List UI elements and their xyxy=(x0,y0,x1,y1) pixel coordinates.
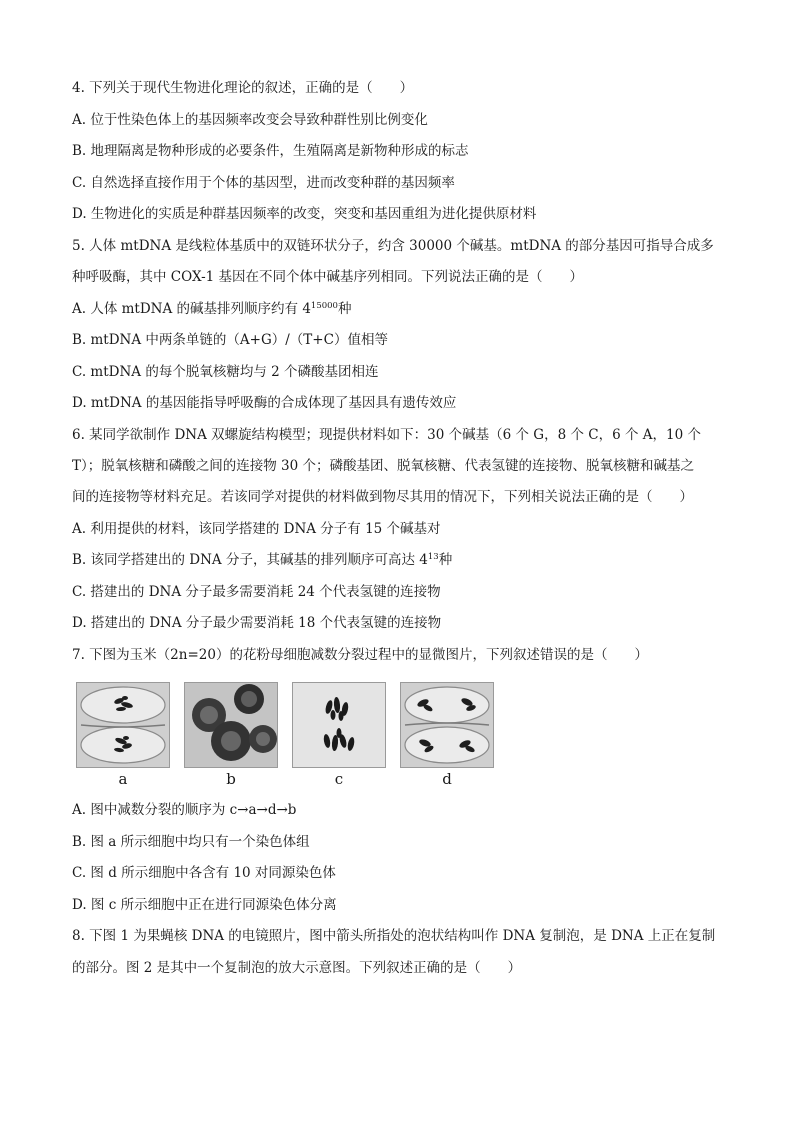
micrograph-d xyxy=(400,682,494,768)
q6-stem-line3: 间的连接物等材料充足。若该同学对提供的材料做到物尽其用的情况下，下列相关说法正确的是（ ） xyxy=(72,489,693,505)
micrograph-b xyxy=(184,682,278,768)
q6-option-b-unit: 种 xyxy=(438,552,453,568)
figure-label-b: b xyxy=(226,770,236,788)
q6-option-a: A. 利用提供的材料，该同学搭建的 DNA 分子有 15 个碱基对 xyxy=(72,521,441,537)
q5-option-a-unit: 种 xyxy=(337,301,352,317)
q5-stem-line1: 5. 人体 mtDNA 是线粒体基质中的双链环状分子，约含 30000 个碱基。mtDNA 的部分基因可指导合成多 xyxy=(72,238,714,254)
q6-stem-line1: 6. 某同学欲制作 DNA 双螺旋结构模型；现提供材料如下：30 个碱基（6 个 G，8 个 C，6 个 A，10 个 xyxy=(72,427,701,443)
meiosis-figure xyxy=(76,682,496,792)
q6-option-b-exponent: 13 xyxy=(427,552,439,562)
q8-stem-line1: 8. 下图 1 为果蝇核 DNA 的电镜照片，图中箭头所指处的泡状结构叫作 DNA 复制泡，是 DNA 上正在复制 xyxy=(72,928,716,944)
figure-label-c: c xyxy=(334,770,344,788)
micrograph-c xyxy=(292,682,386,768)
q5-option-a-text: A. 人体 mtDNA 的碱基排列顺序约有 4 xyxy=(72,301,311,317)
q7-option-d: D. 图 c 所示细胞中正在进行同源染色体分离 xyxy=(72,897,337,913)
q7-stem: 7. 下图为玉米（2n=20）的花粉母细胞减数分裂过程中的显微图片，下列叙述错误的是（ ） xyxy=(72,647,648,663)
q6-option-b-text: B. 该同学搭建出的 DNA 分子，其碱基的排列顺序可高达 4 xyxy=(72,552,428,568)
q5-option-c: C. mtDNA 的每个脱氧核糖均与 2 个磷酸基团相连 xyxy=(72,364,379,380)
q6-option-d: D. 搭建出的 DNA 分子最少需要消耗 18 个代表氢键的连接物 xyxy=(72,615,442,631)
q7-option-b: B. 图 a 所示细胞中均只有一个染色体组 xyxy=(72,834,310,850)
q5-option-b: B. mtDNA 中两条单链的（A+G）/（T+C）值相等 xyxy=(72,332,388,348)
q8-stem-line2: 的部分。图 2 是其中一个复制泡的放大示意图。下列叙述正确的是（ ） xyxy=(72,960,522,976)
q5-option-a xyxy=(72,299,722,319)
figure-label-d: d xyxy=(442,770,452,788)
figure-label-a: a xyxy=(118,770,128,788)
q4-stem: 4. 下列关于现代生物进化理论的叙述，正确的是（ ） xyxy=(72,80,414,96)
q5-stem-line2: 种呼吸酶，其中 COX-1 基因在不同个体中碱基序列相同。下列说法正确的是（ ） xyxy=(72,269,584,285)
q7-option-a: A. 图中减数分裂的顺序为 c→a→d→b xyxy=(72,802,297,818)
q4-option-a: A. 位于性染色体上的基因频率改变会导致种群性别比例变化 xyxy=(72,112,428,128)
q4-option-d: D. 生物进化的实质是种群基因频率的改变，突变和基因重组为进化提供原材料 xyxy=(72,206,537,222)
q4-option-b: B. 地理隔离是物种形成的必要条件，生殖隔离是新物种形成的标志 xyxy=(72,143,469,159)
q5-option-a-exponent: 15000 xyxy=(310,301,338,311)
micrograph-a xyxy=(76,682,170,768)
q7-option-c: C. 图 d 所示细胞中各含有 10 对同源染色体 xyxy=(72,865,336,881)
q6-stem-line2: T）；脱氧核糖和磷酸之间的连接物 30 个；磷酸基团、脱氧核糖、代表氢键的连接物、脱氧核糖和碱基之 xyxy=(72,458,695,474)
q6-option-b xyxy=(72,550,722,570)
q5-option-d: D. mtDNA 的基因能指导呼吸酶的合成体现了基因具有遗传效应 xyxy=(72,395,457,411)
q6-option-c: C. 搭建出的 DNA 分子最多需要消耗 24 个代表氢键的连接物 xyxy=(72,584,441,600)
q4-option-c: C. 自然选择直接作用于个体的基因型，进而改变种群的基因频率 xyxy=(72,175,455,191)
